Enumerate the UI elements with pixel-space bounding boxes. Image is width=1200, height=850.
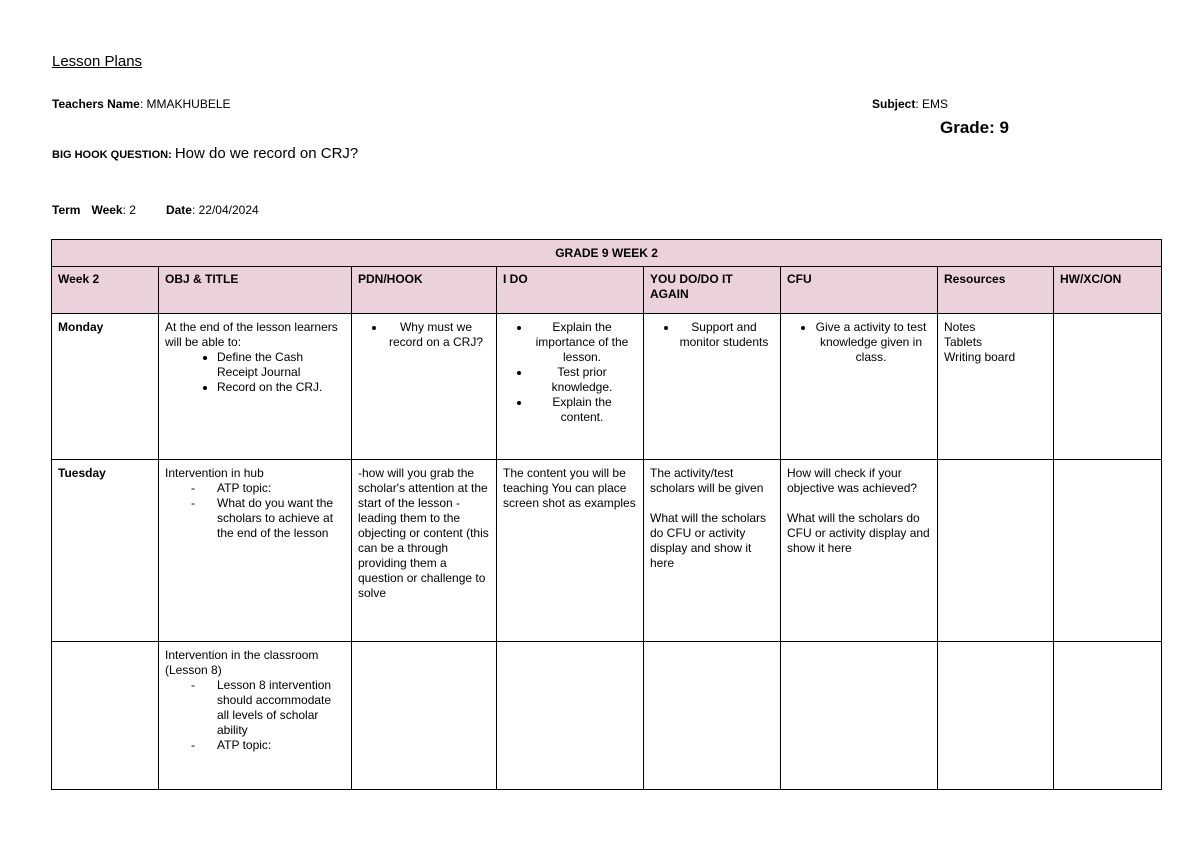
week-label: Week xyxy=(91,203,123,217)
list-item: - ATP topic: xyxy=(217,738,345,753)
list-item: • Record on the CRJ. xyxy=(217,380,345,395)
hw-cell xyxy=(1054,642,1162,790)
ido-cell xyxy=(497,314,644,460)
table-header-row xyxy=(52,267,1162,314)
page-title: Lesson Plans xyxy=(52,53,143,70)
obj-cell xyxy=(159,314,352,460)
resources-cell xyxy=(938,642,1054,790)
obj-intro: At the end of the lesson learners will be able to: xyxy=(165,320,338,349)
resource-item: Tablets xyxy=(944,335,983,349)
youdo-cell xyxy=(644,642,781,790)
hook-cell xyxy=(352,314,497,460)
list-item: • Explain the importance of the lesson. xyxy=(531,320,633,365)
teacher-name xyxy=(52,97,231,111)
table-banner-row xyxy=(52,240,1162,267)
day-cell xyxy=(52,642,159,790)
cfu-cell xyxy=(781,314,938,460)
hook-label: BIG HOOK QUESTION: xyxy=(52,149,175,161)
lesson-plan-table xyxy=(51,239,1162,790)
ido-cell: The content you will be teaching You can place screen shot as examples xyxy=(497,460,644,642)
column-header: HW/XC/ON xyxy=(1054,267,1162,314)
hw-cell xyxy=(1054,314,1162,460)
subject-value: : EMS xyxy=(915,97,949,111)
week-value: : 2 xyxy=(122,203,136,217)
cfu-text: How will check if your objective was achieved? xyxy=(787,466,918,495)
hw-cell xyxy=(1054,460,1162,642)
obj-intro: Intervention in hub xyxy=(165,466,264,480)
date-value: : 22/04/2024 xyxy=(191,203,259,217)
column-header: OBJ & TITLE xyxy=(159,267,352,314)
list-item: - What do you want the scholars to achieve at the end of the lesson xyxy=(217,496,345,541)
table-row xyxy=(52,460,1162,642)
column-header: Resources xyxy=(938,267,1054,314)
obj-intro: Intervention in the classroom (Lesson 8) xyxy=(165,648,319,677)
cfu-cell xyxy=(781,642,938,790)
hook-cell xyxy=(352,642,497,790)
resource-item: Writing board xyxy=(944,350,1016,364)
column-header: CFU xyxy=(781,267,938,314)
ido-cell xyxy=(497,642,644,790)
column-header: I DO xyxy=(497,267,644,314)
column-header: YOU DO/DO IT AGAIN xyxy=(644,267,781,314)
term-label: Term xyxy=(52,203,81,217)
list-item: • Explain the content. xyxy=(531,395,633,425)
obj-cell xyxy=(159,460,352,642)
obj-cell xyxy=(159,642,352,790)
list-item: • Define the Cash Receipt Journal xyxy=(217,350,345,380)
day-cell: Tuesday xyxy=(52,460,159,642)
list-item: • Why must we record on a CRJ? xyxy=(386,320,486,350)
list-item: - ATP topic: xyxy=(217,481,345,496)
table-row xyxy=(52,642,1162,790)
column-header: Week 2 xyxy=(52,267,159,314)
list-item: • Support and monitor students xyxy=(678,320,770,350)
day-cell: Monday xyxy=(52,314,159,460)
table-banner: GRADE 9 WEEK 2 xyxy=(52,240,1162,267)
resources-cell xyxy=(938,314,1054,460)
subject xyxy=(872,97,948,111)
term-week-date xyxy=(52,203,259,217)
table-row xyxy=(52,314,1162,460)
column-header: PDN/HOOK xyxy=(352,267,497,314)
teacher-value: : MMAKHUBELE xyxy=(139,97,231,111)
list-item: • Test prior knowledge. xyxy=(531,365,633,395)
teacher-label: Teachers Name xyxy=(52,97,140,111)
subject-label: Subject xyxy=(872,97,916,111)
resource-item: Notes xyxy=(944,320,976,334)
cfu-cell xyxy=(781,460,938,642)
youdo-text: The activity/test scholars will be given xyxy=(650,466,764,495)
youdo-text: What will the scholars do CFU or activity display and show it here xyxy=(650,511,767,570)
hook-question: How do we record on CRJ? xyxy=(174,145,359,162)
youdo-cell xyxy=(644,460,781,642)
list-item: - Lesson 8 intervention should accommodate all levels of scholar ability xyxy=(217,678,345,738)
grade: Grade: 9 xyxy=(940,118,1009,137)
resources-cell xyxy=(938,460,1054,642)
cfu-text: What will the scholars do CFU or activity display and show it here xyxy=(787,511,930,555)
hook-cell: -how will you grab the scholar's attention at the start of the lesson -leading them to the objecting or content (this can be a through providing them a question or challenge to solve xyxy=(352,460,497,642)
youdo-cell xyxy=(644,314,781,460)
date-label: Date xyxy=(165,203,192,217)
big-hook-question xyxy=(52,145,358,162)
list-item: • Give a activity to test knowledge given in class. xyxy=(815,320,927,365)
